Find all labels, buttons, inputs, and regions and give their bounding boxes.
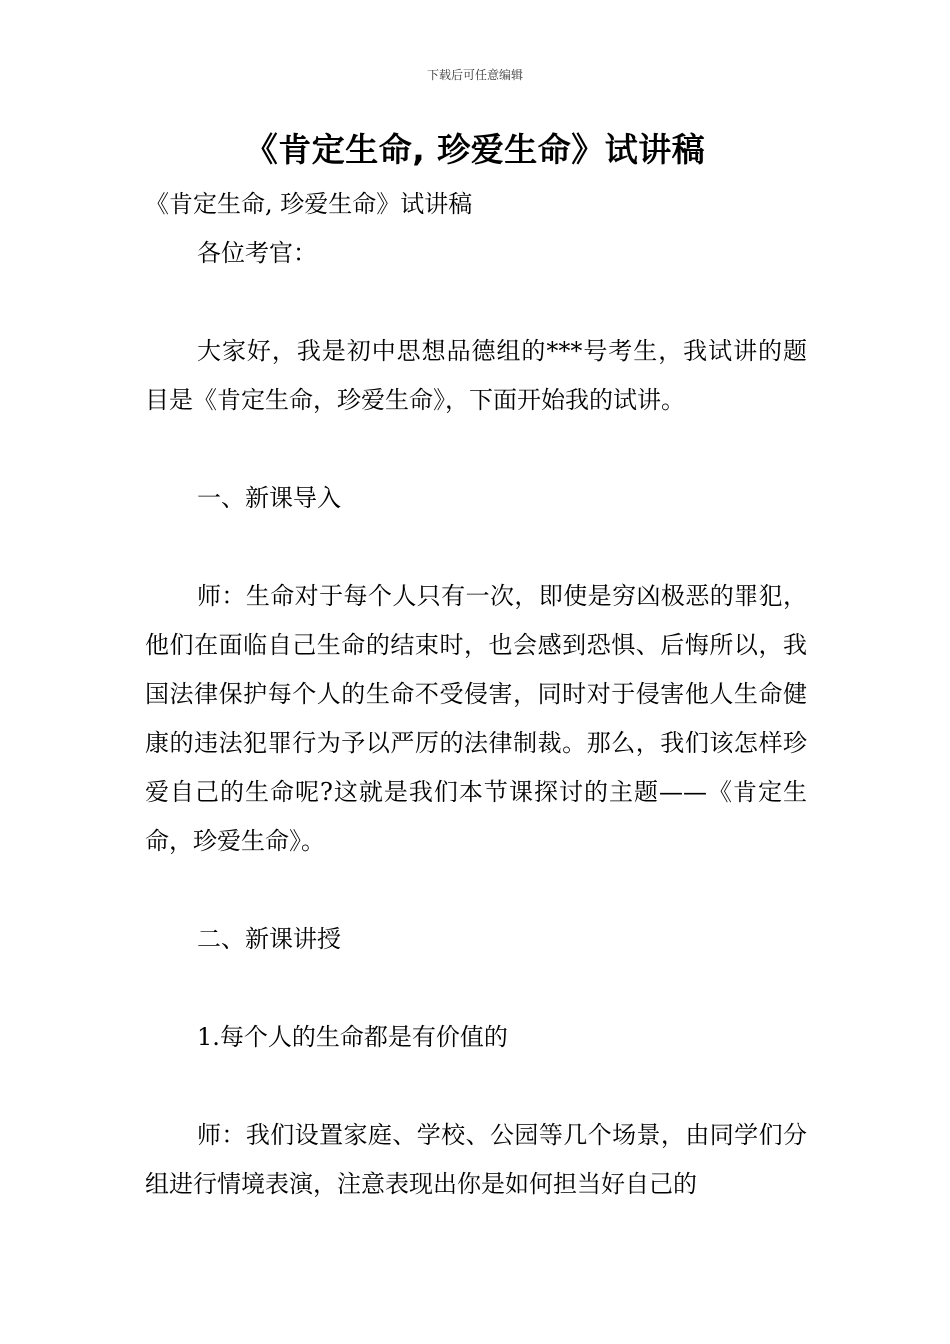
greeting-paragraph: 各位考官：: [197, 239, 317, 267]
paragraph-gap: [145, 523, 807, 572]
paragraph-gap: [145, 1062, 807, 1111]
section-heading-teaching: 二、新课讲授: [197, 925, 341, 953]
teacher-paragraph-1: 师：生命对于每个人只有一次，即使是穷凶极恶的罪犯，他们在面临自己生命的结束时，也会感到恐惧、后悔所以，我国法律保护每个人的生命不受侵害，同时对于侵害他人生命健康的违法犯罪行为予以严厉的法律制裁。那么，我们该怎样珍爱自己的生命呢?这就是我们本节课探讨的主题——《肯定生命，珍爱生命》。: [145, 582, 807, 855]
header-note: 下载后可任意编辑: [426, 68, 523, 82]
document-body: [145, 180, 807, 1209]
intro-paragraph: 大家好，我是初中思想品德组的***号考生，我试讲的题目是《肯定生命，珍爱生命》，下面开始我的试讲。: [145, 337, 807, 414]
paragraph-gap: [145, 278, 807, 327]
teacher-paragraph-2: 师：我们设置家庭、学校、公园等几个场景，由同学们分组进行情境表演，注意表现出你是如何担当好自己的: [145, 1121, 807, 1198]
document-title: 《肯定生命, 珍爱生命》试讲稿: [244, 130, 706, 169]
point-heading-1: 1.每个人的生命都是有价值的: [197, 1023, 508, 1051]
document-subtitle: 《肯定生命, 珍爱生命》试讲稿: [145, 190, 473, 218]
paragraph-gap: [145, 866, 807, 915]
paragraph-gap: [145, 425, 807, 474]
paragraph-gap: [145, 964, 807, 1013]
section-heading-intro: 一、新课导入: [197, 484, 341, 512]
